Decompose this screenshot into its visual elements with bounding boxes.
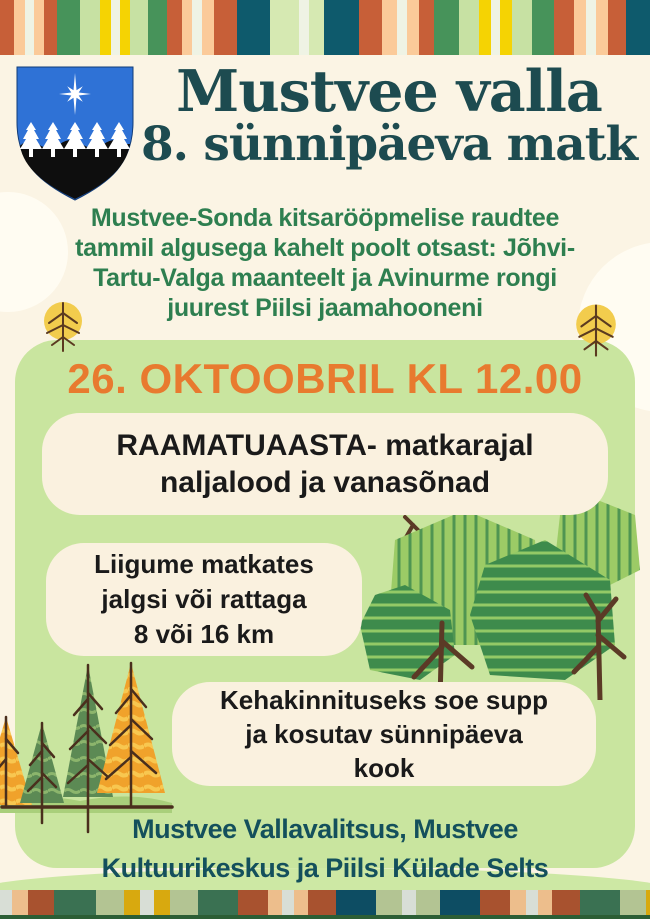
leaf-icon [40, 300, 86, 352]
stripe [0, 0, 14, 55]
stripe [324, 0, 359, 55]
stripe [214, 0, 237, 55]
stripe [416, 890, 440, 915]
stripe [96, 890, 124, 915]
poster-title [138, 58, 640, 173]
stripe [140, 890, 154, 915]
stripe [480, 890, 510, 915]
leaf-icon [572, 302, 620, 357]
stripe [282, 890, 294, 915]
stripe [192, 0, 202, 55]
top-border-stripes [0, 0, 650, 55]
subtitle-line: Mustvee-Sonda kitsarööpmelise raudtee [90, 204, 560, 232]
stripe [620, 890, 646, 915]
info-box-line: kook [353, 753, 415, 783]
stripe [182, 0, 192, 55]
info-box-line: ja kosutav sünnipäeva [245, 719, 523, 749]
trees-illustration [350, 495, 640, 700]
stripe [491, 0, 500, 55]
info-box-line: jalgsi või rattaga [101, 584, 307, 614]
stripe [237, 0, 270, 55]
stripe [170, 890, 198, 915]
info-box-line: Liigume matkates [94, 549, 314, 579]
stripe [167, 0, 182, 55]
stripe [270, 0, 299, 55]
stripe [124, 890, 140, 915]
stripe [538, 890, 552, 915]
stripe [434, 0, 459, 55]
info-box-line: RAAMATUAASTA- matkarajal [116, 429, 534, 462]
stripe [80, 0, 100, 55]
stripe [510, 890, 526, 915]
stripe [148, 0, 167, 55]
stripe [608, 0, 626, 55]
stripe [336, 890, 376, 915]
stripe [459, 0, 479, 55]
stripe [419, 0, 434, 55]
stripe [646, 890, 650, 915]
stripe [626, 0, 650, 55]
stripe [580, 890, 620, 915]
info-box-line: naljalood ja vanasõnad [159, 466, 491, 499]
stripe [500, 0, 512, 55]
stripe [25, 0, 34, 55]
title-line-1: Mustvee valla [176, 58, 602, 125]
info-box-line: 8 või 16 km [133, 619, 275, 649]
subtitle-line: tammil algusega kahelt poolt otsast: Jõhvi- [75, 234, 575, 262]
mustvee-coat-of-arms [14, 64, 136, 204]
poster-subtitle [0, 203, 650, 323]
stripe [238, 890, 268, 915]
stripe [0, 890, 12, 915]
info-box-food [172, 682, 596, 786]
organizers-text [0, 810, 650, 888]
stripe [54, 890, 96, 915]
stripe [202, 0, 214, 55]
stripe [198, 890, 238, 915]
stripe [34, 0, 44, 55]
event-date-heading: 26. OKTOOBRIL KL 12.00 [67, 355, 583, 402]
stripe [294, 890, 308, 915]
stripe [309, 0, 324, 55]
stripe [376, 890, 402, 915]
stripe [479, 0, 491, 55]
stripe [526, 890, 538, 915]
stripe [154, 890, 170, 915]
title-line-2: 8. sünnipäeva matk [140, 117, 638, 173]
organizers-line: Mustvee Vallavalitsus, Mustvee [132, 814, 518, 844]
bottom-border-stripes [0, 890, 650, 919]
stripe [28, 890, 54, 915]
stripe [554, 0, 574, 55]
stripe [44, 0, 57, 55]
stripe [532, 0, 554, 55]
subtitle-line: Tartu-Valga maanteelt ja Avinurme rongi [93, 264, 557, 292]
stripe [440, 890, 480, 915]
stripe [574, 0, 586, 55]
stripe [111, 0, 120, 55]
stripe [308, 890, 336, 915]
stripe [14, 0, 25, 55]
stripe [268, 890, 282, 915]
organizers-line: Kultuurikeskus ja Piilsi Külade Selts [101, 853, 549, 883]
subtitle-line: juurest Piilsi jaamahooneni [167, 294, 483, 322]
stripe [120, 0, 130, 55]
info-box-line: Kehakinnituseks soe supp [220, 685, 548, 715]
stripe [407, 0, 419, 55]
stripe [299, 0, 309, 55]
stripe [130, 0, 148, 55]
stripe [397, 0, 407, 55]
stripe [552, 890, 580, 915]
stripe [382, 0, 397, 55]
stripe [12, 890, 28, 915]
stripe [596, 0, 608, 55]
stripe [100, 0, 111, 55]
info-box-theme [42, 413, 608, 515]
stripe [512, 0, 532, 55]
stripe [57, 0, 80, 55]
info-box-distance [46, 543, 362, 656]
stripe [586, 0, 596, 55]
stripe [359, 0, 382, 55]
stripe [402, 890, 416, 915]
